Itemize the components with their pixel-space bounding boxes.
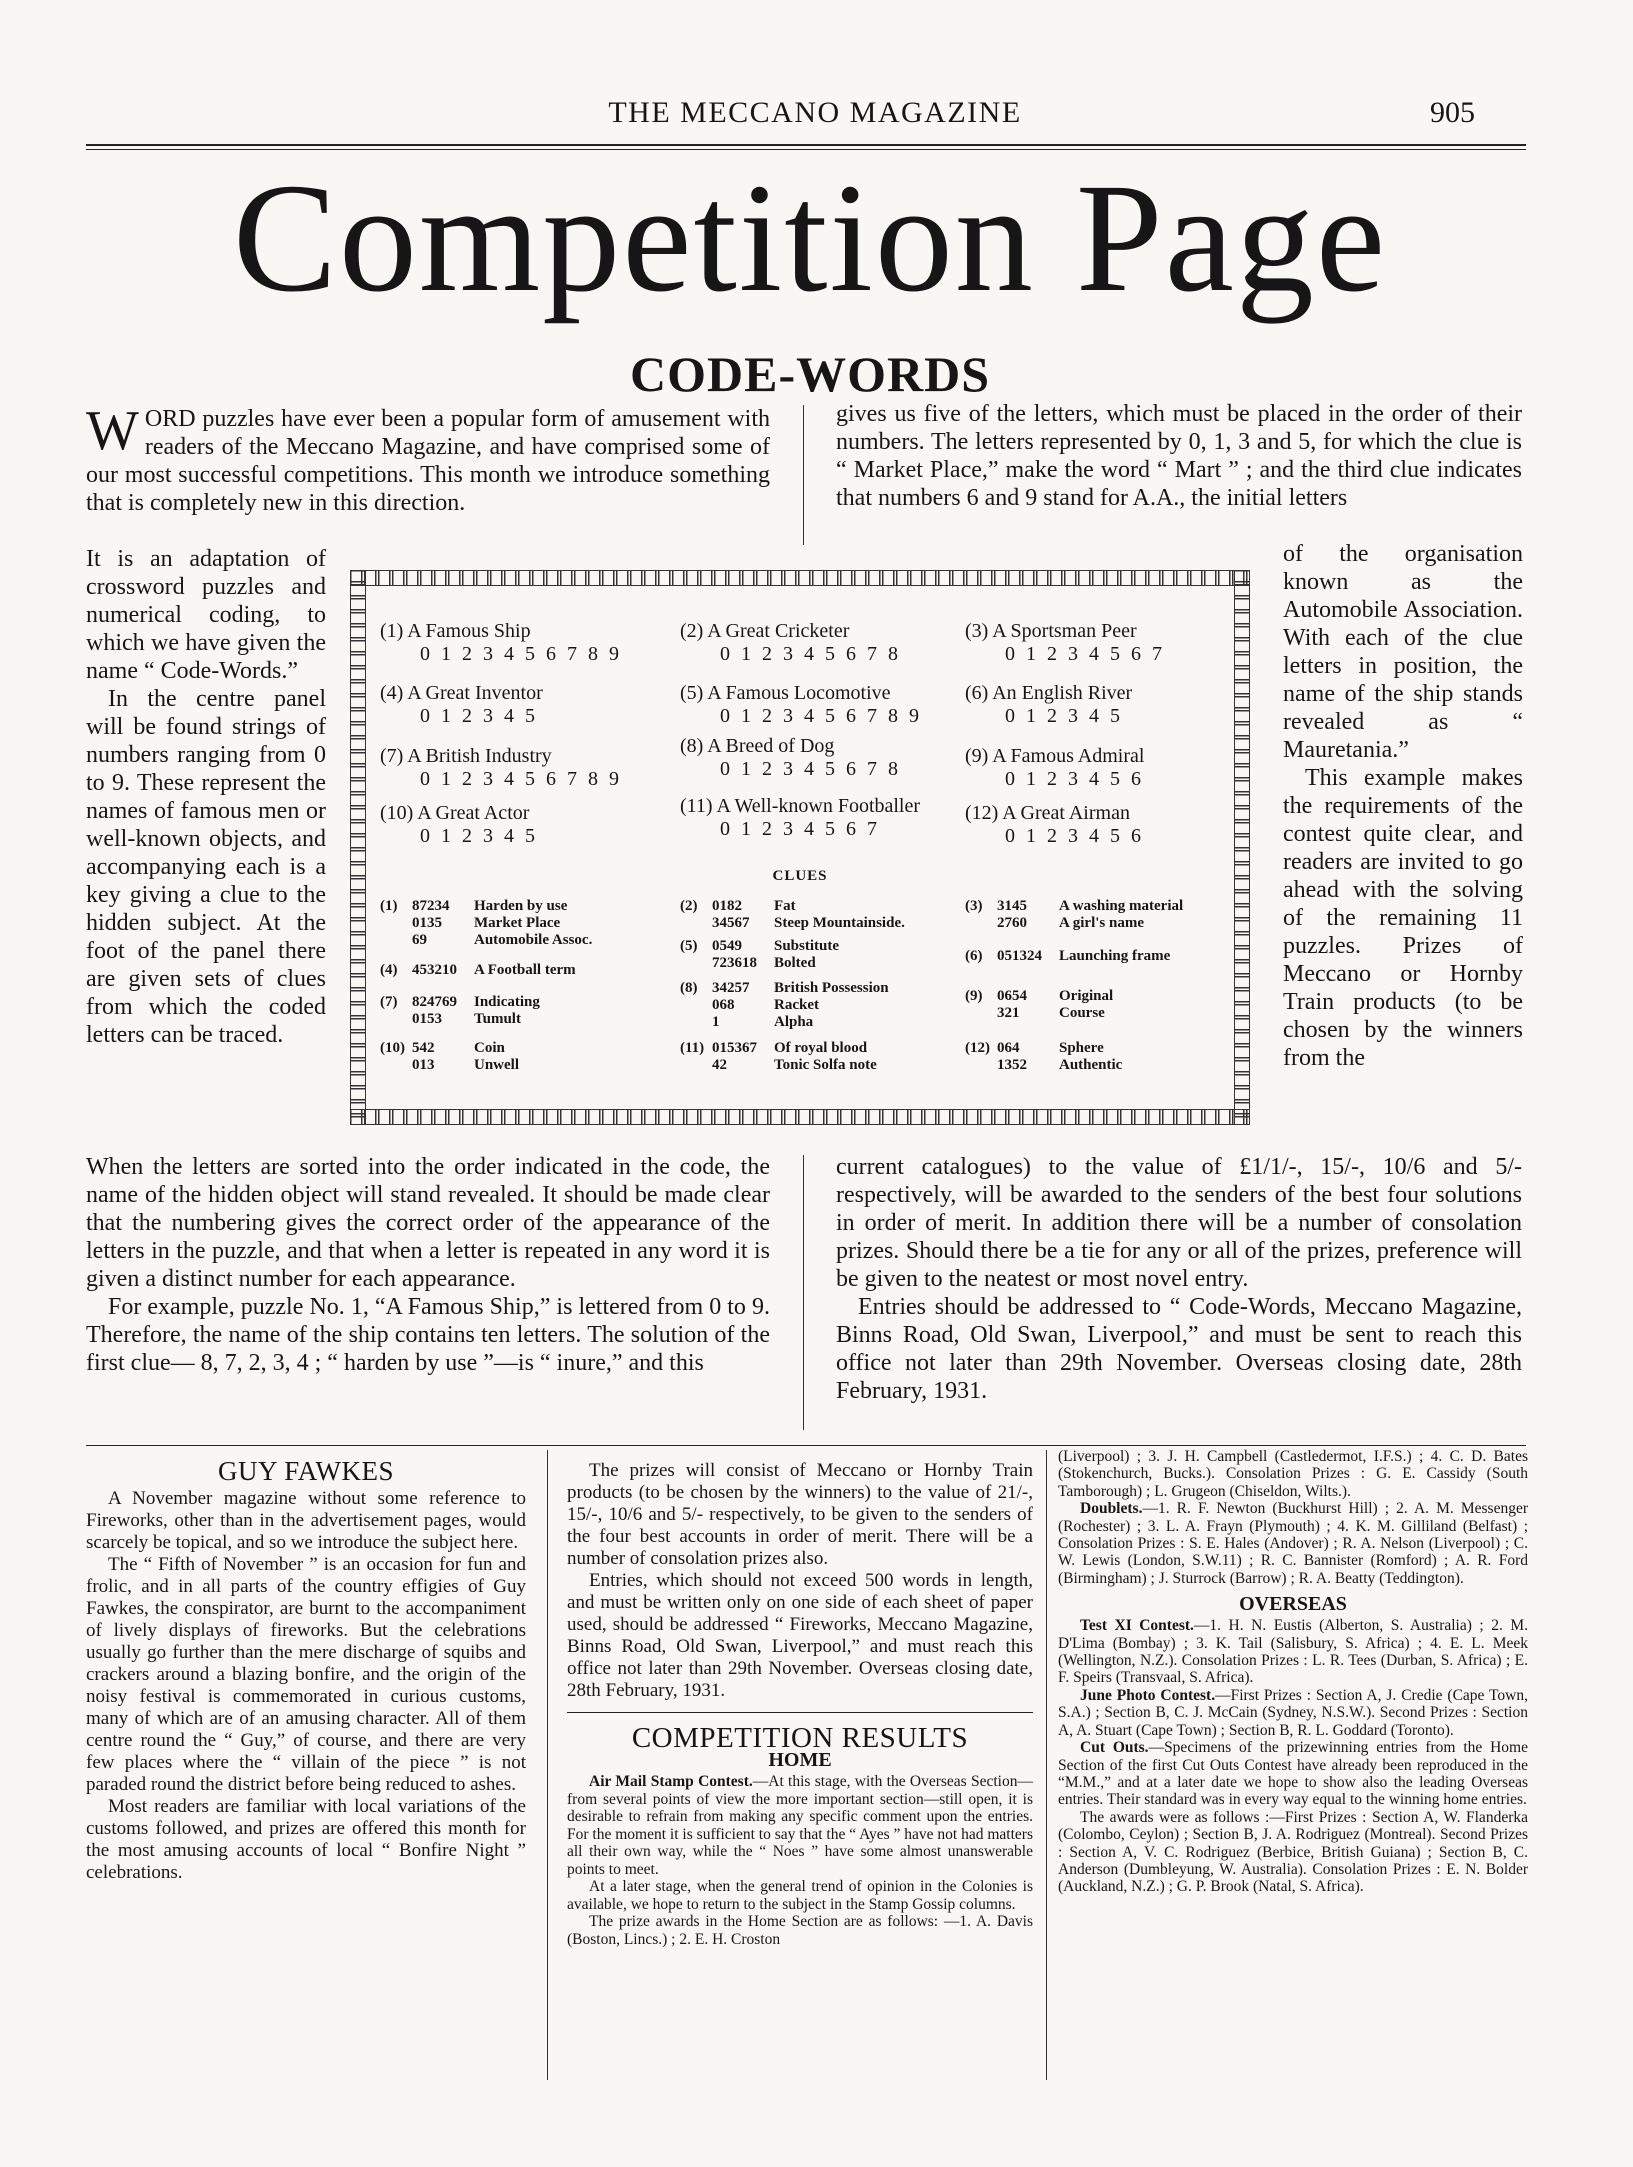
puzzle-11 bbox=[680, 795, 960, 841]
after-right-p1: current catalogues) to the value of £1/1/-, 15/-, 10/6 and 5/- respectively, will be awarded to the senders of the best four solutions in order of merit. In addition there will be a number of consolation prizes. Should there be a tie for any or all of the prizes, preference will be given to the neatest or most novel entry. bbox=[836, 1154, 1522, 1292]
results-home-heading: HOME bbox=[768, 1749, 832, 1771]
clue-group-10 bbox=[380, 1040, 519, 1074]
puzzle-10 bbox=[380, 802, 660, 848]
guy-fawkes-p4: The prizes will consist of Meccano or Hornby Train products (to be chosen by the winners) to the value of 21/-, 15/-, 10/6 and 5/- respectively, to be given to the senders of the four best accounts in order of merit. There will be a number of consolation prizes also. bbox=[567, 1460, 1033, 1569]
narrow-left-p1: It is an adaptation of crossword puzzles and numerical coding, to which we have given the name “ Code-Words.” bbox=[86, 546, 326, 684]
clue-row: (3) 3145 A washing material bbox=[965, 898, 1184, 914]
clue-row: (7) 824769 Indicating bbox=[380, 994, 540, 1010]
puzzle-3 bbox=[965, 620, 1245, 666]
guy-fawkes-p2: The “ Fifth of November ” is an occasion for fun and frolic, and in all parts of the country effigies of Guy Fawkes, the conspirator, are burnt to the accompaniment of lively displays of fireworks. But the celebrations usually go further than the mere discharge of squibs and crackers around a blazing bonfire, and the origin of the noisy festival is commemorated in curious customs, many of which are of an amusing character. All of them centre round the “ Guy,” of course, and there are very few places where the “ villain of the piece ” is not paraded round the district before being reduced to ashes. bbox=[86, 1554, 526, 1795]
puzzle-6 bbox=[965, 682, 1245, 728]
clue-group-3 bbox=[965, 898, 1183, 932]
puzzle-label: (7) A British Industry bbox=[380, 745, 552, 767]
overseas-heading: OVERSEAS bbox=[1239, 1593, 1347, 1616]
clue-row: 0153 Tumult bbox=[412, 1011, 521, 1027]
puzzle-digits: 0 1 2 3 4 5 bbox=[420, 825, 538, 847]
column-divider-top bbox=[803, 405, 804, 545]
puzzle-7 bbox=[380, 745, 660, 791]
clue-group-12 bbox=[965, 1040, 1122, 1074]
narrow-right-p2: This example makes the requirements of the contest quite clear, and readers are invited to go ahead with the solving of the remaining 11 puzzles. Prizes of Meccano or Hornby Train products (to be chosen by the winners from the bbox=[1283, 765, 1523, 1071]
clue-group-9 bbox=[965, 988, 1113, 1022]
puzzle-digits: 0 1 2 3 4 5 6 7 bbox=[1005, 643, 1165, 665]
puzzle-label: (2) A Great Cricketer bbox=[680, 620, 850, 642]
puzzle-label: (12) A Great Airman bbox=[965, 802, 1130, 824]
clue-row: 34567 Steep Mountainside. bbox=[712, 915, 905, 931]
air-mail-paragraph: Air Mail Stamp Contest.—At this stage, with the Overseas Section—from several points of view the more important section—still open, it is desirable to refrain from making any specific comment upon the entries. For the moment it is sufficient to say that the “ Ayes ” have not had matters all their own way, while the “ Noes ” have some almost unanswerable points to meet. bbox=[567, 1773, 1033, 1878]
puzzle-digits: 0 1 2 3 4 5 6 7 8 9 bbox=[720, 705, 922, 727]
puzzle-digits: 0 1 2 3 4 5 6 bbox=[1005, 768, 1144, 790]
puzzle-label: (4) A Great Inventor bbox=[380, 682, 543, 704]
air-mail-paragraph-2: At a later stage, when the general trend of opinion in the Colonies is available, we hope to return to the subject in the Stamp Gossip columns. bbox=[567, 1878, 1033, 1913]
clue-group-5 bbox=[680, 938, 839, 972]
clue-row: (8) 34257 British Possession bbox=[680, 980, 889, 996]
clue-group-11 bbox=[680, 1040, 877, 1074]
puzzle-label: (5) A Famous Locomotive bbox=[680, 682, 891, 704]
clue-row: 723618 Bolted bbox=[712, 955, 816, 971]
results-rule bbox=[567, 1712, 1033, 1713]
clue-row: 0135 Market Place bbox=[412, 915, 561, 931]
clue-row: 2760 A girl's name bbox=[997, 915, 1144, 931]
puzzle-12 bbox=[965, 802, 1245, 848]
clue-row: (10) 542 Coin bbox=[380, 1040, 505, 1056]
header-rule bbox=[86, 144, 1526, 146]
cut-outs-paragraph: Cut Outs.—Specimens of the prizewinning entries from the Home Section of the first Cut Outs Contest have already been reproduced in the “M.M.,” and at a later date we hope to show also the leading Overseas entries. Their standard was in every way equal to the winning home entries. bbox=[1058, 1739, 1528, 1809]
puzzle-digits: 0 1 2 3 4 5 6 bbox=[1005, 825, 1144, 847]
lower-section-rule bbox=[86, 1445, 1526, 1446]
puzzle-digits: 0 1 2 3 4 5 6 7 8 bbox=[720, 643, 901, 665]
clue-row: (11) 015367 Of royal blood bbox=[680, 1040, 868, 1056]
narrow-left-column bbox=[86, 545, 326, 1049]
results-heading: COMPETITION RESULTS bbox=[631, 1722, 969, 1754]
narrow-left-p2: In the centre panel will be found strings of numbers ranging from 0 to 9. These represent the names of famous men or well-known objects, and accompanying each is a key giving a clue to the hidden subject. At the foot of the panel there are given sets of clues from which the coded letters can be traced. bbox=[86, 686, 326, 1048]
intro-left-text: ORD puzzles have ever been a popular form of amusement with readers of the Meccano Magazine, and have comprised some of our most successful competitions. This month we introduce something that is completely new in this direction. bbox=[86, 406, 770, 516]
clue-group-1 bbox=[380, 898, 592, 949]
intro-left-paragraph bbox=[86, 400, 770, 517]
clue-row: (1) 87234 Harden by use bbox=[380, 898, 568, 914]
home-results-continued: (Liverpool) ; 3. J. H. Campbell (Castledermot, I.F.S.) ; 4. C. D. Bates (Stokenchurch, Bucks.). Consolation Prizes : G. E. Cassidy (South Tamborough) ; L. Grugeon (Chiseldon, Wilts.). bbox=[1058, 1448, 1528, 1500]
lower-divider-1 bbox=[547, 1450, 548, 2080]
puzzle-label: (10) A Great Actor bbox=[380, 802, 530, 824]
puzzle-digits: 0 1 2 3 4 5 6 7 8 bbox=[720, 758, 901, 780]
lower-divider-2 bbox=[1046, 1450, 1047, 2080]
puzzle-2 bbox=[680, 620, 960, 666]
clue-row: 068 Racket bbox=[712, 997, 819, 1013]
puzzle-label: (3) A Sportsman Peer bbox=[965, 620, 1137, 642]
panel-border-left bbox=[350, 570, 366, 1125]
clue-row: (4) 453210 A Football term bbox=[380, 962, 576, 978]
puzzle-8 bbox=[680, 735, 960, 781]
puzzle-digits: 0 1 2 3 4 5 bbox=[420, 705, 538, 727]
clue-group-8 bbox=[680, 980, 889, 1031]
clue-row: (5) 0549 Substitute bbox=[680, 938, 840, 954]
puzzle-digits: 0 1 2 3 4 5 6 7 bbox=[720, 818, 880, 840]
intro-right-paragraph: gives us five of the letters, which must be placed in the order of their numbers. The letters represented by 0, 1, 3 and 5, for which the clue is “ Market Place,” make the word “ Mart ” ; and the third clue indicates that numbers 6 and 9 stand for A.A., the initial letters bbox=[836, 401, 1522, 511]
after-right-p2: Entries should be addressed to “ Code-Words, Meccano Magazine, Binns Road, Old Swan, Liverpool,” and must be sent to reach this office not later than 29th November. Overseas closing date, 28th February, 1931. bbox=[836, 1294, 1522, 1404]
clue-group-6 bbox=[965, 948, 1170, 965]
clue-group-7 bbox=[380, 994, 540, 1028]
panel-border-bottom bbox=[350, 1109, 1250, 1125]
page-title: Competition Page bbox=[232, 151, 1388, 324]
clue-group-2 bbox=[680, 898, 905, 932]
results-continued-column bbox=[1058, 1448, 1528, 1896]
prizes-and-results-column bbox=[567, 1460, 1033, 1948]
test-xi-paragraph: Test XI Contest.—1. H. N. Eustis (Alberton, S. Australia) ; 2. M. D'Lima (Bombay) ; 3. K. Tail (Salisbury, S. Africa) ; 4. E. L. Meek (Wellington, N.Z.). Consolation Prizes : L. R. Tees (Durban, S. Africa) ; E. F. Speirs (Transvaal, S. Africa). bbox=[1058, 1617, 1529, 1687]
narrow-right-p1: of the organisation known as the Automobile Association. With each of the clue letters in position, the name of the ship stands revealed as “ Mauretania.” bbox=[1283, 541, 1523, 763]
running-title: THE MECCANO MAGAZINE bbox=[608, 96, 1022, 129]
clue-row: (2) 0182 Fat bbox=[680, 898, 796, 914]
clue-row: 42 Tonic Solfa note bbox=[712, 1057, 877, 1073]
column-divider-bottom bbox=[803, 1155, 804, 1430]
puzzle-9 bbox=[965, 745, 1245, 791]
after-left-p1: When the letters are sorted into the order indicated in the code, the name of the hidden object will stand revealed. It should be made clear that the numbering gives the correct order of the appearance of the letters in the puzzle, and that when a letter is repeated in any word it is given a distinct number for each appearance. bbox=[86, 1154, 770, 1292]
puzzle-digits: 0 1 2 3 4 5 bbox=[1005, 705, 1123, 727]
clue-row: 69 Automobile Assoc. bbox=[412, 932, 593, 948]
cut-outs-awards: The awards were as follows :—First Prizes : Section A, W. Flanderka (Colombo, Ceylon) ; Section B, J. A. Rodriguez (Montreal). Second Prizes : Section A, V. C. Rodriguez (Berbice, British Guiana) ; Section B, C. Anderson (Dumbleyung, W. Australia). Consolation Prizes : E. N. Bolder (Auckland, N.Z.) ; G. P. Brook (Natal, S. Africa). bbox=[1058, 1808, 1528, 1896]
drop-cap: W bbox=[86, 400, 139, 462]
guy-fawkes-p3: Most readers are familiar with local variations of the customs followed, and prizes are offered this month for the most amusing accounts of local “ Bonfire Night ” celebrations. bbox=[86, 1796, 526, 1883]
guy-fawkes-heading: GUY FAWKES bbox=[217, 1456, 395, 1486]
clue-row: 321 Course bbox=[997, 1005, 1105, 1021]
header-rule-thin bbox=[86, 149, 1526, 150]
clue-row: 1352 Authentic bbox=[997, 1057, 1123, 1073]
puzzle-label: (1) A Famous Ship bbox=[380, 620, 531, 642]
clue-row: (6) 051324 Launching frame bbox=[965, 948, 1171, 964]
clue-group-4 bbox=[380, 962, 576, 979]
after-left-p2: For example, puzzle No. 1, “A Famous Ship,” is lettered from 0 to 9. Therefore, the name of the ship contains ten letters. The solution of the first clue— 8, 7, 2, 3, 4 ; “ harden by use ”—is “ inure,” and this bbox=[86, 1294, 770, 1376]
puzzle-label: (11) A Well-known Footballer bbox=[680, 795, 921, 817]
guy-fawkes-column bbox=[86, 1456, 526, 1884]
panel-border-top bbox=[350, 570, 1250, 586]
clue-row: (12) 064 Sphere bbox=[965, 1040, 1104, 1056]
june-photo-paragraph: June Photo Contest.—First Prizes : Section A, J. Credie (Cape Town, S.A.) ; Section B, C. J. McCain (Sydney, N.S.W.). Second Prizes : Section A, A. Stuart (Cape Town) ; Section B, R. L. Goddard (Toronto). bbox=[1058, 1686, 1528, 1739]
puzzle-5 bbox=[680, 682, 960, 728]
puzzle-digits: 0 1 2 3 4 5 6 7 8 9 bbox=[420, 643, 622, 665]
puzzle-digits: 0 1 2 3 4 5 6 7 8 9 bbox=[420, 768, 622, 790]
clues-heading: CLUES bbox=[772, 868, 828, 884]
guy-fawkes-p5: Entries, which should not exceed 500 words in length, and must be written only on one side of each sheet of paper used, should be addressed “ Fireworks, Meccano Magazine, Binns Road, Old Swan, Liverpool,” and must reach this office not later than 29th November. Overseas closing date, 28th February, 1931. bbox=[567, 1570, 1033, 1701]
air-mail-paragraph-3: The prize awards in the Home Section are as follows: —1. A. Davis (Boston, Lincs.) ; 2. E. H. Croston bbox=[567, 1913, 1033, 1948]
guy-fawkes-p1: A November magazine without some reference to Fireworks, other than in the advertisement pages, would scarcely be topical, and so we introduce the subject here. bbox=[86, 1488, 526, 1553]
puzzle-label: (8) A Breed of Dog bbox=[680, 735, 835, 757]
clue-row: 1 Alpha bbox=[712, 1014, 814, 1030]
puzzle-4 bbox=[380, 682, 660, 728]
code-words-panel bbox=[350, 570, 1250, 1125]
after-panel-right bbox=[836, 1153, 1522, 1405]
clue-row: 013 Unwell bbox=[412, 1057, 519, 1073]
puzzle-1 bbox=[380, 620, 660, 666]
clue-row: (9) 0654 Original bbox=[965, 988, 1114, 1004]
puzzle-label: (9) A Famous Admiral bbox=[965, 745, 1145, 767]
doublets-paragraph: Doublets.—1. R. F. Newton (Buckhurst Hill) ; 2. A. M. Messenger (Rochester) ; 3. L. A. Frayn (Plymouth) ; 4. K. M. Gilliland (Belfast) ; Consolation Prizes : S. E. Hales (Andover) ; R. A. Nelson (Liverpool) ; C. W. Lewis (London, S.W.11) ; R. C. Bannister (Romford) ; A. R. Ford (Birmingham) ; J. Sturrock (Barrow) ; R. A. Beatty (Teddington). bbox=[1058, 1500, 1528, 1587]
after-panel-left bbox=[86, 1153, 770, 1377]
puzzle-label: (6) An English River bbox=[965, 682, 1133, 704]
narrow-right-column bbox=[1283, 540, 1523, 1072]
section-subtitle: CODE-WORDS bbox=[629, 346, 991, 402]
page-number: 905 bbox=[1430, 96, 1475, 129]
